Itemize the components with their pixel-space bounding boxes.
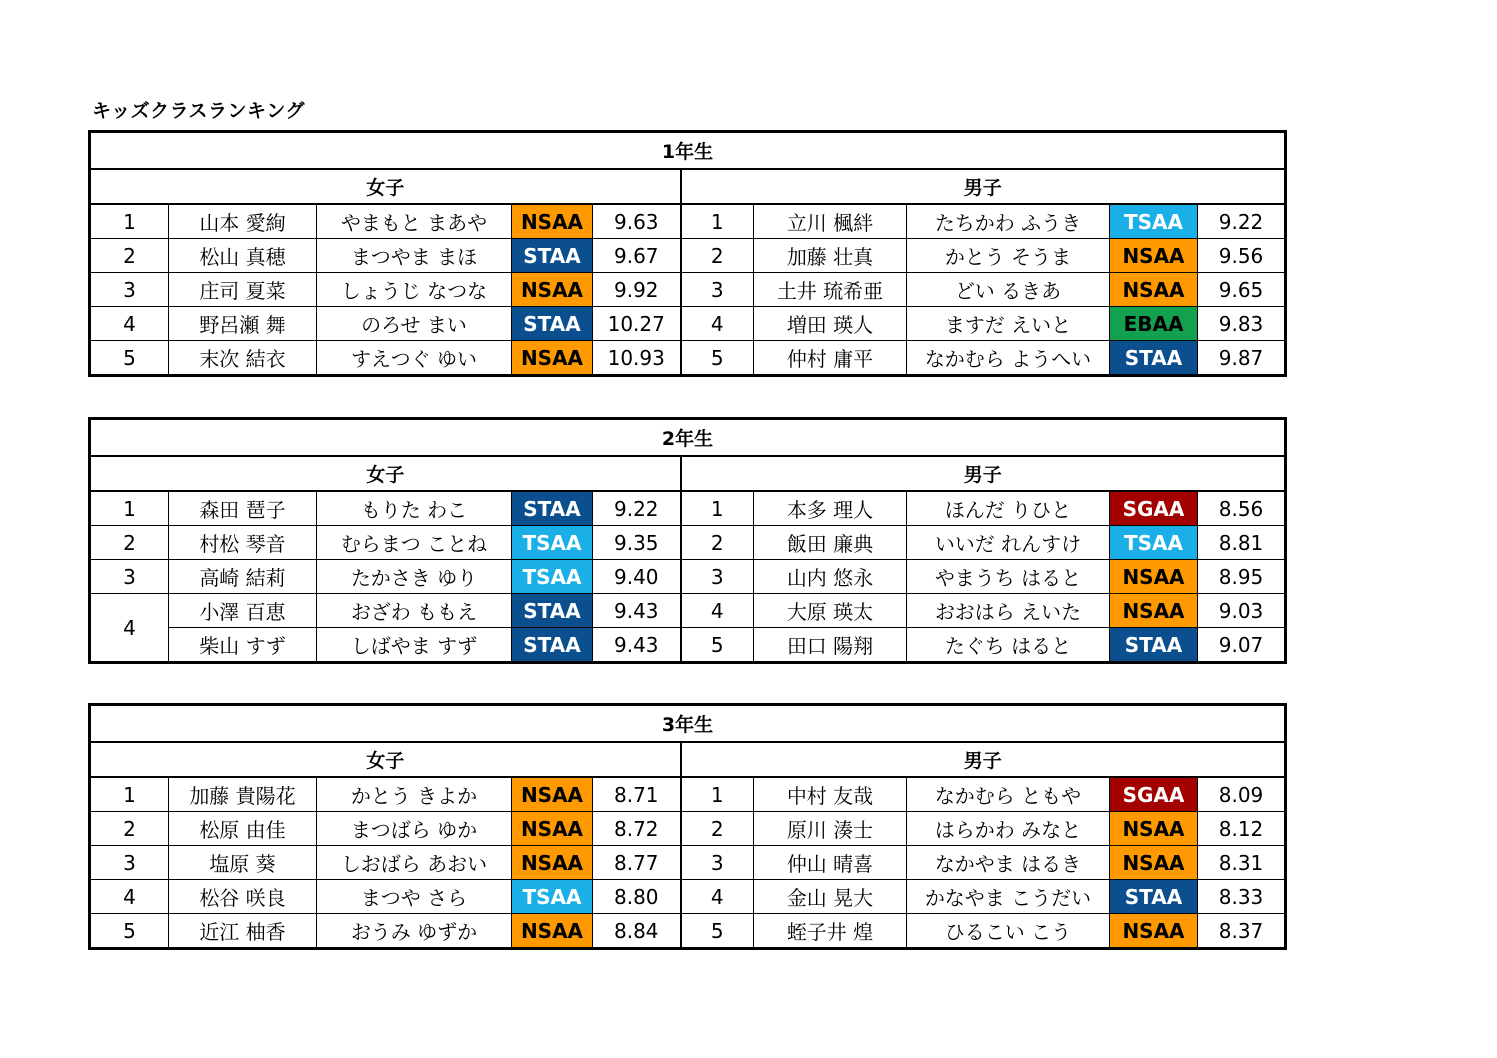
girl-team-badge: NSAA (512, 273, 593, 307)
boy-name-cell: 本多 理人 (754, 491, 907, 526)
girl-rank-cell: 3 (90, 560, 169, 594)
girl-team-badge: TSAA (512, 560, 593, 594)
boy-kana-cell: かなやま こうだい (907, 880, 1110, 914)
boy-team-badge: STAA (1110, 880, 1198, 914)
boy-name-cell: 蛭子井 煌 (754, 914, 907, 949)
girl-time-cell: 10.27 (593, 307, 681, 341)
boy-name-cell: 立川 楓絆 (754, 204, 907, 239)
girls-heading: 女子 (90, 456, 681, 491)
girl-team-badge: NSAA (512, 204, 593, 239)
boy-time-cell: 8.37 (1198, 914, 1286, 949)
boy-team-badge: NSAA (1110, 560, 1198, 594)
boy-rank-cell: 2 (681, 526, 754, 560)
boy-kana-cell: やまうち はると (907, 560, 1110, 594)
boy-rank-cell: 5 (681, 914, 754, 949)
girl-kana-cell: しょうじ なつな (317, 273, 512, 307)
girl-rank-cell: 2 (90, 526, 169, 560)
girl-time-cell: 8.71 (593, 777, 681, 812)
boy-time-cell: 8.81 (1198, 526, 1286, 560)
table-row (90, 239, 1286, 273)
boy-rank-cell: 4 (681, 880, 754, 914)
boy-rank-cell: 2 (681, 812, 754, 846)
grade-heading: 1年生 (90, 132, 1286, 170)
boy-rank-cell: 1 (681, 777, 754, 812)
table-row (90, 491, 1286, 526)
table-row (90, 526, 1286, 560)
boy-rank-cell: 4 (681, 594, 754, 628)
boy-team-badge: NSAA (1110, 239, 1198, 273)
girl-name-cell: 庄司 夏菜 (169, 273, 317, 307)
girl-name-cell: 松谷 咲良 (169, 880, 317, 914)
table-row (90, 307, 1286, 341)
boy-kana-cell: たぐち はると (907, 628, 1110, 663)
girl-team-badge: STAA (512, 491, 593, 526)
girl-rank-cell: 5 (90, 341, 169, 376)
girl-time-cell: 9.43 (593, 594, 681, 628)
boy-team-badge: STAA (1110, 341, 1198, 376)
girl-time-cell: 8.80 (593, 880, 681, 914)
girl-team-badge: TSAA (512, 526, 593, 560)
girl-kana-cell: やまもと まあや (317, 204, 512, 239)
boy-name-cell: 仲村 庸平 (754, 341, 907, 376)
girls-heading: 女子 (90, 169, 681, 204)
girl-team-badge: STAA (512, 628, 593, 663)
boy-name-cell: 金山 晃大 (754, 880, 907, 914)
ranking-table-grade-3 (88, 703, 1287, 950)
boy-team-badge: TSAA (1110, 204, 1198, 239)
girl-team-badge: NSAA (512, 777, 593, 812)
girl-kana-cell: かとう きよか (317, 777, 512, 812)
boy-rank-cell: 4 (681, 307, 754, 341)
table-row (90, 914, 1286, 949)
girl-kana-cell: まつやま まほ (317, 239, 512, 273)
boy-team-badge: NSAA (1110, 812, 1198, 846)
boy-name-cell: 土井 琉希亜 (754, 273, 907, 307)
boy-time-cell: 9.83 (1198, 307, 1286, 341)
girl-team-badge: STAA (512, 594, 593, 628)
girl-name-cell: 山本 愛絢 (169, 204, 317, 239)
boy-team-badge: SGAA (1110, 491, 1198, 526)
boy-name-cell: 山内 悠永 (754, 560, 907, 594)
girl-name-cell: 塩原 葵 (169, 846, 317, 880)
boy-time-cell: 8.12 (1198, 812, 1286, 846)
boy-time-cell: 9.65 (1198, 273, 1286, 307)
boy-time-cell: 9.03 (1198, 594, 1286, 628)
boy-team-badge: NSAA (1110, 914, 1198, 949)
girl-name-cell: 森田 琶子 (169, 491, 317, 526)
girl-rank-cell: 4 (90, 880, 169, 914)
table-row (90, 812, 1286, 846)
girl-rank-cell: 1 (90, 204, 169, 239)
boy-rank-cell: 2 (681, 239, 754, 273)
girl-kana-cell: しばやま すず (317, 628, 512, 663)
girl-rank-cell: 4 (90, 307, 169, 341)
girl-name-cell: 柴山 すず (169, 628, 317, 663)
boy-name-cell: 加藤 壮真 (754, 239, 907, 273)
boy-kana-cell: おおはら えいた (907, 594, 1110, 628)
boys-heading: 男子 (681, 169, 1286, 204)
girl-rank-cell: 3 (90, 846, 169, 880)
boy-name-cell: 増田 瑛人 (754, 307, 907, 341)
ranking-table-grade-2 (88, 417, 1287, 664)
boy-name-cell: 中村 友哉 (754, 777, 907, 812)
boy-time-cell: 9.87 (1198, 341, 1286, 376)
table-row (90, 594, 1286, 628)
girl-kana-cell: もりた わこ (317, 491, 512, 526)
boy-kana-cell: はらかわ みなと (907, 812, 1110, 846)
girl-team-badge: NSAA (512, 846, 593, 880)
girl-team-badge: TSAA (512, 880, 593, 914)
boy-team-badge: SGAA (1110, 777, 1198, 812)
boy-name-cell: 仲山 晴喜 (754, 846, 907, 880)
girl-name-cell: 野呂瀬 舞 (169, 307, 317, 341)
boy-kana-cell: なかやま はるき (907, 846, 1110, 880)
girl-time-cell: 9.40 (593, 560, 681, 594)
boy-name-cell: 大原 瑛太 (754, 594, 907, 628)
table-row (90, 204, 1286, 239)
boy-name-cell: 飯田 廉典 (754, 526, 907, 560)
boy-team-badge: TSAA (1110, 526, 1198, 560)
girl-time-cell: 8.72 (593, 812, 681, 846)
page-title: キッズクラスランキング (92, 100, 305, 122)
boy-kana-cell: なかむら ようへい (907, 341, 1110, 376)
boy-kana-cell: たちかわ ふうき (907, 204, 1110, 239)
girl-time-cell: 9.35 (593, 526, 681, 560)
girl-team-badge: STAA (512, 307, 593, 341)
table-row (90, 560, 1286, 594)
girl-name-cell: 高崎 結莉 (169, 560, 317, 594)
boy-kana-cell: どい るきあ (907, 273, 1110, 307)
girl-team-badge: NSAA (512, 812, 593, 846)
boy-kana-cell: ほんだ りひと (907, 491, 1110, 526)
table-row (90, 846, 1286, 880)
boy-name-cell: 原川 湊士 (754, 812, 907, 846)
girl-kana-cell: おうみ ゆずか (317, 914, 512, 949)
girls-heading: 女子 (90, 742, 681, 777)
girl-time-cell: 8.84 (593, 914, 681, 949)
boy-team-badge: NSAA (1110, 594, 1198, 628)
ranking-table-grade-1 (88, 130, 1287, 377)
boy-kana-cell: ひるこい こう (907, 914, 1110, 949)
table-row (90, 777, 1286, 812)
grade-heading: 3年生 (90, 705, 1286, 743)
boy-name-cell: 田口 陽翔 (754, 628, 907, 663)
girl-rank-cell: 2 (90, 239, 169, 273)
table-row (90, 880, 1286, 914)
boy-time-cell: 9.07 (1198, 628, 1286, 663)
girl-rank-cell: 5 (90, 914, 169, 949)
girl-team-badge: NSAA (512, 914, 593, 949)
girl-kana-cell: たかさき ゆり (317, 560, 512, 594)
girl-rank-cell: 1 (90, 491, 169, 526)
girl-name-cell: 松山 真穂 (169, 239, 317, 273)
girl-name-cell: 松原 由佳 (169, 812, 317, 846)
girl-rank-cell: 1 (90, 777, 169, 812)
boy-team-badge: STAA (1110, 628, 1198, 663)
girl-team-badge: NSAA (512, 341, 593, 376)
girl-kana-cell: すえつぐ ゆい (317, 341, 512, 376)
girl-kana-cell: まつや さら (317, 880, 512, 914)
girl-time-cell: 9.22 (593, 491, 681, 526)
boy-kana-cell: ますだ えいと (907, 307, 1110, 341)
girl-name-cell: 末次 結衣 (169, 341, 317, 376)
boys-heading: 男子 (681, 456, 1286, 491)
girl-rank-cell: 2 (90, 812, 169, 846)
boy-rank-cell: 5 (681, 628, 754, 663)
girl-time-cell: 8.77 (593, 846, 681, 880)
girl-team-badge: STAA (512, 239, 593, 273)
boy-rank-cell: 3 (681, 560, 754, 594)
boy-team-badge: NSAA (1110, 846, 1198, 880)
girl-kana-cell: まつばら ゆか (317, 812, 512, 846)
boy-rank-cell: 1 (681, 204, 754, 239)
boy-time-cell: 9.22 (1198, 204, 1286, 239)
boy-time-cell: 8.56 (1198, 491, 1286, 526)
girl-name-cell: 近江 柚香 (169, 914, 317, 949)
boys-heading: 男子 (681, 742, 1286, 777)
girl-name-cell: 村松 琴音 (169, 526, 317, 560)
boy-rank-cell: 3 (681, 273, 754, 307)
girl-rank-cell: 4 (90, 594, 169, 663)
girl-rank-cell: 3 (90, 273, 169, 307)
table-row (90, 628, 1286, 663)
table-row (90, 341, 1286, 376)
girl-time-cell: 9.92 (593, 273, 681, 307)
boy-rank-cell: 1 (681, 491, 754, 526)
girl-time-cell: 10.93 (593, 341, 681, 376)
girl-kana-cell: おざわ ももえ (317, 594, 512, 628)
boy-rank-cell: 3 (681, 846, 754, 880)
girl-name-cell: 小澤 百恵 (169, 594, 317, 628)
boy-team-badge: NSAA (1110, 273, 1198, 307)
table-row (90, 273, 1286, 307)
girl-time-cell: 9.63 (593, 204, 681, 239)
boy-kana-cell: いいだ れんすけ (907, 526, 1110, 560)
boy-time-cell: 8.95 (1198, 560, 1286, 594)
grade-heading: 2年生 (90, 419, 1286, 457)
boy-kana-cell: なかむら ともや (907, 777, 1110, 812)
boy-team-badge: EBAA (1110, 307, 1198, 341)
boy-time-cell: 8.09 (1198, 777, 1286, 812)
girl-time-cell: 9.67 (593, 239, 681, 273)
girl-time-cell: 9.43 (593, 628, 681, 663)
girl-kana-cell: むらまつ ことね (317, 526, 512, 560)
boy-time-cell: 8.31 (1198, 846, 1286, 880)
girl-kana-cell: のろせ まい (317, 307, 512, 341)
boy-time-cell: 8.33 (1198, 880, 1286, 914)
girl-name-cell: 加藤 貴陽花 (169, 777, 317, 812)
boy-time-cell: 9.56 (1198, 239, 1286, 273)
boy-kana-cell: かとう そうま (907, 239, 1110, 273)
boy-rank-cell: 5 (681, 341, 754, 376)
girl-kana-cell: しおばら あおい (317, 846, 512, 880)
